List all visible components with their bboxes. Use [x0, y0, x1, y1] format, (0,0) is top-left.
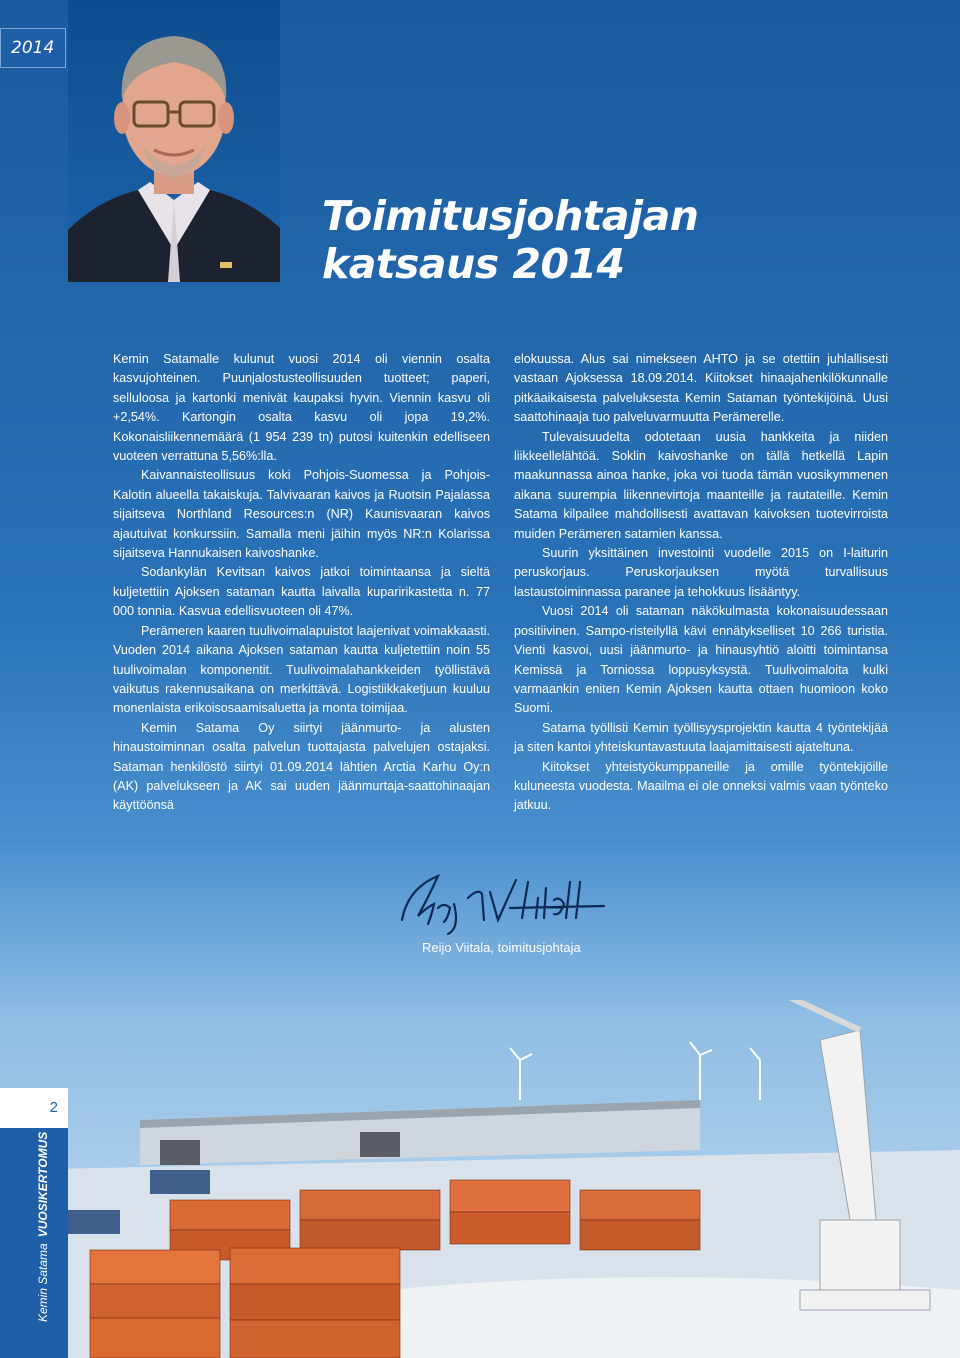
signature-image [398, 868, 614, 938]
paragraph: Kiitokset yhteistyökumppaneille ja omille työntekijöille kuluneesta vuodesta. Maailma ei ole onneksi valmis vaan työnteko jatkuu. [514, 759, 888, 813]
signature-caption: Reijo Viitala, toimitusjohtaja [422, 940, 581, 955]
paragraph: Satama työllisti Kemin työllisyysprojektin kautta 4 työntekijää ja siten kantoi yhteiskuntavastuuta laajamittaisesti ajateltuna. [514, 720, 888, 755]
body-column-left [113, 350, 490, 816]
paragraph: elokuussa. Alus sai nimekseen AHTO ja se otettiin juhlallisesti vastaan Ajoksessa 18.09.2014. Kiitokset hinaajahenkilökunnalle pitkäaikaisesta palveluksesta Kemin Sataman työntekijöinä. Uusi saattohinaaja tuo palveluvarmuutta Perämerelle. [514, 352, 888, 425]
paragraph: Kemin Satamalle kulunut vuosi 2014 oli viennin osalta kasvujohteinen. Puunjalostusteollisuuden tuotteet; paperi, selluloosa ja kartonki menivät kaupaksi hyvin. Viennin kasvu oli +2,54%. Kartongin osalta kasvu oli jopa 19,2%. Kokonaisliikennemäärä (1 954 239 tn) putosi kuitenkin edelliseen vuoteen verrattuna 5,56%:lla. [113, 352, 490, 464]
paragraph: Perämeren kaaren tuulivoimalapuistot laajenivat voimakkaasti. Vuoden 2014 aikana Ajoksen sataman kautta kuljetettiin noin 55 tuulivoimalan komponentit. Tuulivoimalahankkeiden työllistävä vaikutus rakennusaikana on merkittävä. Logistiikkaketjuun kuuluu monenlaista erikoisosaamisaluetta ja monta toimijaa. [113, 623, 490, 716]
paragraph: Tulevaisuudelta odotetaan uusia hankkeita ja niiden liikkeellelähtöä. Soklin kaivoshanke on tällä hetkellä Lapin maakunnassa ainoa hanke, joka voi tuoda tämän vuosikymmenen aikana suurempia liikennevirtoja maanteille ja rautateille. Kemin Satama kilpailee mahdollisesti avattavan kaivoksen tuotevirroista muiden Perämeren satamien kanssa. [514, 429, 888, 541]
footer-side-strip [0, 1128, 68, 1358]
page-title [322, 192, 698, 288]
body-column-right [514, 350, 888, 816]
harbor-photo [0, 1000, 960, 1358]
title-line-1: Toimitusjohtajan [322, 192, 699, 240]
paragraph: Vuosi 2014 oli sataman näkökulmasta kokonaisuudessaan positiivinen. Sampo-risteilyllä kävi ennätykselliset 10 266 turistia. Vienti kasvoi, uusi jäänmurto- ja hinausyhtiö aloitti toimintansa Kemissä ja Torniossa loppusyksystä. Tuulivoimaloita kulki varmaankin eniten Kemin Ajoksen kautta ottaen huomioon koko Suomi. [514, 604, 888, 716]
publication-name: Kemin Satama [36, 1243, 50, 1322]
publication-label [36, 1132, 50, 1322]
paragraph: Suurin yksittäinen investointi vuodelle 2015 on I-laiturin peruskorjaus. Peruskorjauksen myötä turvallisuus lastaustoiminnassa paranee ja tehokkuus lisääntyy. [514, 546, 888, 599]
paragraph: Kemin Satama Oy siirtyi jäänmurto- ja alusten hinaustoiminnan osalta palvelun tuottajasta palvelujen ostajaksi. Sataman henkilöstö siirtyi 01.09.2014 lähtien Arctia Karhu Oy:n (AK) palvelukseen ja AK sai uuden jäänmurtaja-saattohinaajan käyttöönsä [113, 720, 490, 813]
publication-type: VUOSIKERTOMUS [36, 1131, 50, 1238]
year-label: 2014 [11, 38, 55, 58]
page-number: 2 [0, 1088, 68, 1128]
paragraph: Kaivannaisteollisuus koki Pohjois-Suomessa ja Pohjois-Kalotin alueella takaiskuja. Talvivaaran kaivos ja Ruotsin Pajalassa sijaitseva Northland Resources:n (NR) Kaunisvaaran kaivos ajautuivat konkurssiin. Samalla meni jäihin myös NR:n Kolarissa sijaitseva Hannukaisen kaivoshanke. [113, 468, 490, 561]
ceo-portrait-photo [68, 0, 280, 282]
paragraph: Sodankylän Kevitsan kaivos jatkoi toimintaansa ja sieltä kuljetettiin Ajoksen sataman kautta laivalla kuparirikastetta n. 77 000 tonnia. Kasvua edellisvuoteen oli 47%. [113, 565, 490, 619]
year-tab [0, 28, 66, 68]
title-line-2: katsaus 2014 [322, 240, 625, 288]
